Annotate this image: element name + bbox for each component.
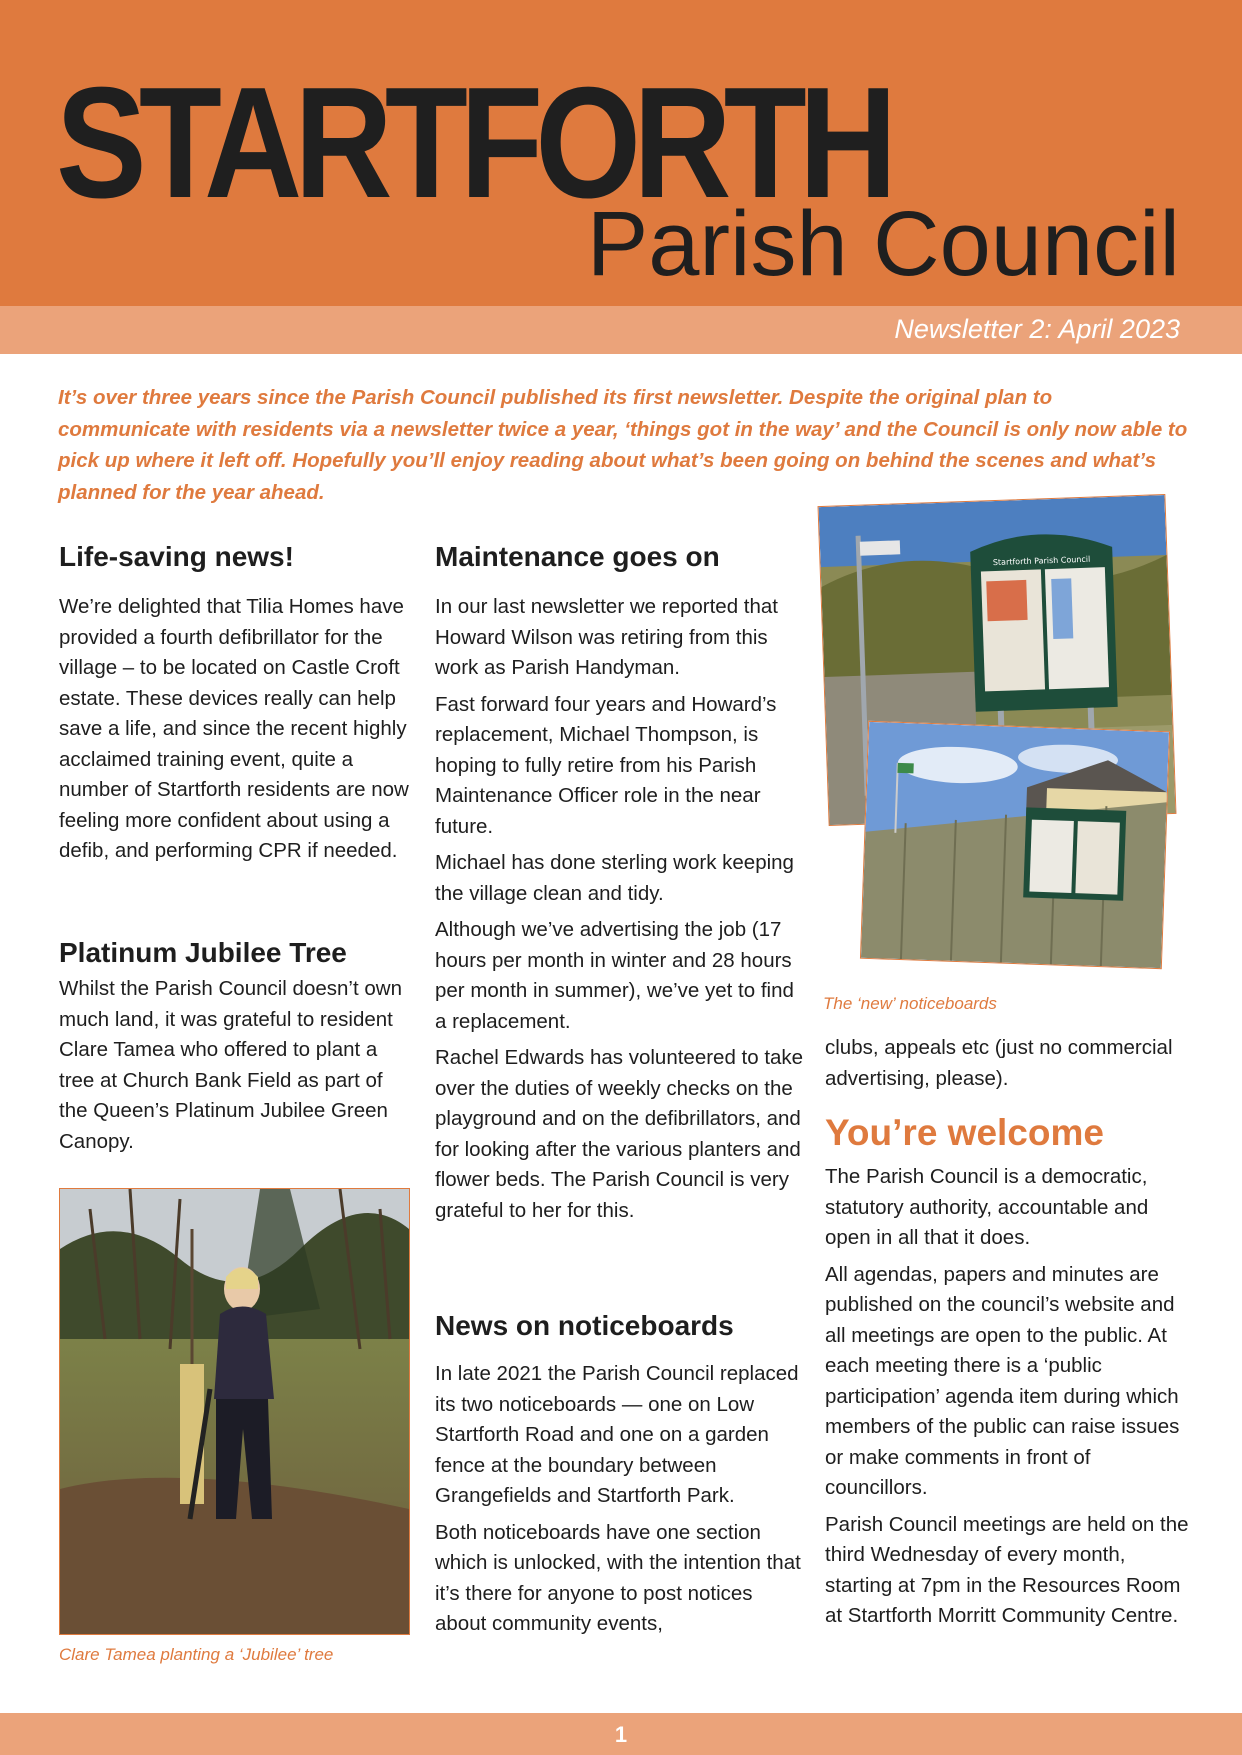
heading-jubilee-tree: Platinum Jubilee Tree — [59, 937, 347, 968]
column-left-jubilee — [59, 936, 411, 1163]
paragraph-noticeboards-2: Both noticeboards have one section which is unlocked, with the intention that it’s there for anyone to post notices about community events, — [435, 1520, 801, 1635]
column-middle — [435, 540, 805, 1232]
paragraph-maintenance-3: Michael has done sterling work keeping the village clean and tidy. — [435, 851, 794, 905]
noticeboard-photo-caption: The ‘new’ noticeboards — [823, 994, 997, 1013]
paragraph-maintenance-4: Although we’ve advertising the job (17 hours per month in winter and 28 hours per month in summer), we’ve yet to find a replacement. — [435, 918, 794, 1033]
tree-planting-photo — [59, 1188, 410, 1635]
paragraph-noticeboards-1: In late 2021 the Parish Council replaced its two noticeboards — one on Low Startforth Road and one on a garden fence at the boundary between Grangefields and Startforth Park. — [435, 1362, 799, 1507]
heading-life-saving: Life-saving news! — [59, 541, 294, 572]
column-left — [59, 540, 411, 873]
masthead-title: STARTFORTH — [56, 55, 890, 231]
paragraph-defibrillator: We’re delighted that Tilia Homes have provided a fourth defibrillator for the village – to be located on Castle Croft estate. These devices really can help save a life, and since the recent highly acclaimed training event, quite a number of Startforth residents are now feeling more confident about using a defib, and performing CPR if needed. — [59, 595, 409, 862]
heading-noticeboards: News on noticeboards — [435, 1310, 734, 1341]
paragraph-maintenance-2: Fast forward four years and Howard’s replacement, Michael Thompson, is hoping to fully retire from his Parish Maintenance Officer role in the near future. — [435, 692, 777, 838]
tree-photo-caption: Clare Tamea planting a ‘Jubilee’ tree — [59, 1645, 334, 1664]
masthead-subtitle: Parish Council — [586, 193, 1180, 295]
page-number: 1 — [614, 1722, 628, 1747]
heading-welcome: You’re welcome — [825, 1112, 1104, 1153]
paragraph-welcome-3: Parish Council meetings are held on the third Wednesday of every month, starting at 7pm in the Resources Room at Startforth Morritt Community Centre. — [825, 1512, 1189, 1627]
paragraph-welcome-1: The Parish Council is a democratic, statutory authority, accountable and open in all that it does. — [825, 1165, 1149, 1249]
paragraph-welcome-2: All agendas, papers and minutes are published on the council’s website and all meetings are open to the public. At each meeting there is a ‘public participation’ agenda item during which members of the public can raise issues or make comments in front of councillors. — [825, 1262, 1180, 1499]
column-right — [825, 1033, 1195, 1638]
intro-paragraph: It’s over three years since the Parish Council published its first newsletter. Despite the original plan to communicate with residents via a newsletter twice a year, ‘things got in the way’ and the Council is only now able to pick up where it left off. Hopefully you’ll enjoy reading about what’s been going on behind the scenes and what’s planned for the year ahead. — [58, 386, 1188, 504]
issue-label: Newsletter 2: April 2023 — [894, 314, 1180, 344]
paragraph-jubilee-tree: Whilst the Parish Council doesn’t own much land, it was grateful to resident Clare Tamea who offered to plant a tree at Church Bank Field as part of the Queen’s Platinum Jubilee Green Canopy. — [59, 977, 402, 1153]
board-sign: Startforth Parish Council — [992, 554, 1091, 568]
paragraph-maintenance-5: Rachel Edwards has volunteered to take over the duties of weekly checks on the playground and on the defibrillators, and for looking after the various planters and flower beds. The Parish Council is very grateful to her for this. — [435, 1046, 804, 1222]
noticeboard-photo-2 — [860, 721, 1170, 969]
paragraph-maintenance-1: In our last newsletter we reported that Howard Wilson was retiring from this work as Parish Handyman. — [435, 595, 778, 679]
column-middle-noticeboards — [435, 1309, 805, 1646]
heading-maintenance: Maintenance goes on — [435, 541, 720, 572]
paragraph-noticeboards-cont: clubs, appeals etc (just no commercial advertising, please). — [825, 1036, 1173, 1090]
